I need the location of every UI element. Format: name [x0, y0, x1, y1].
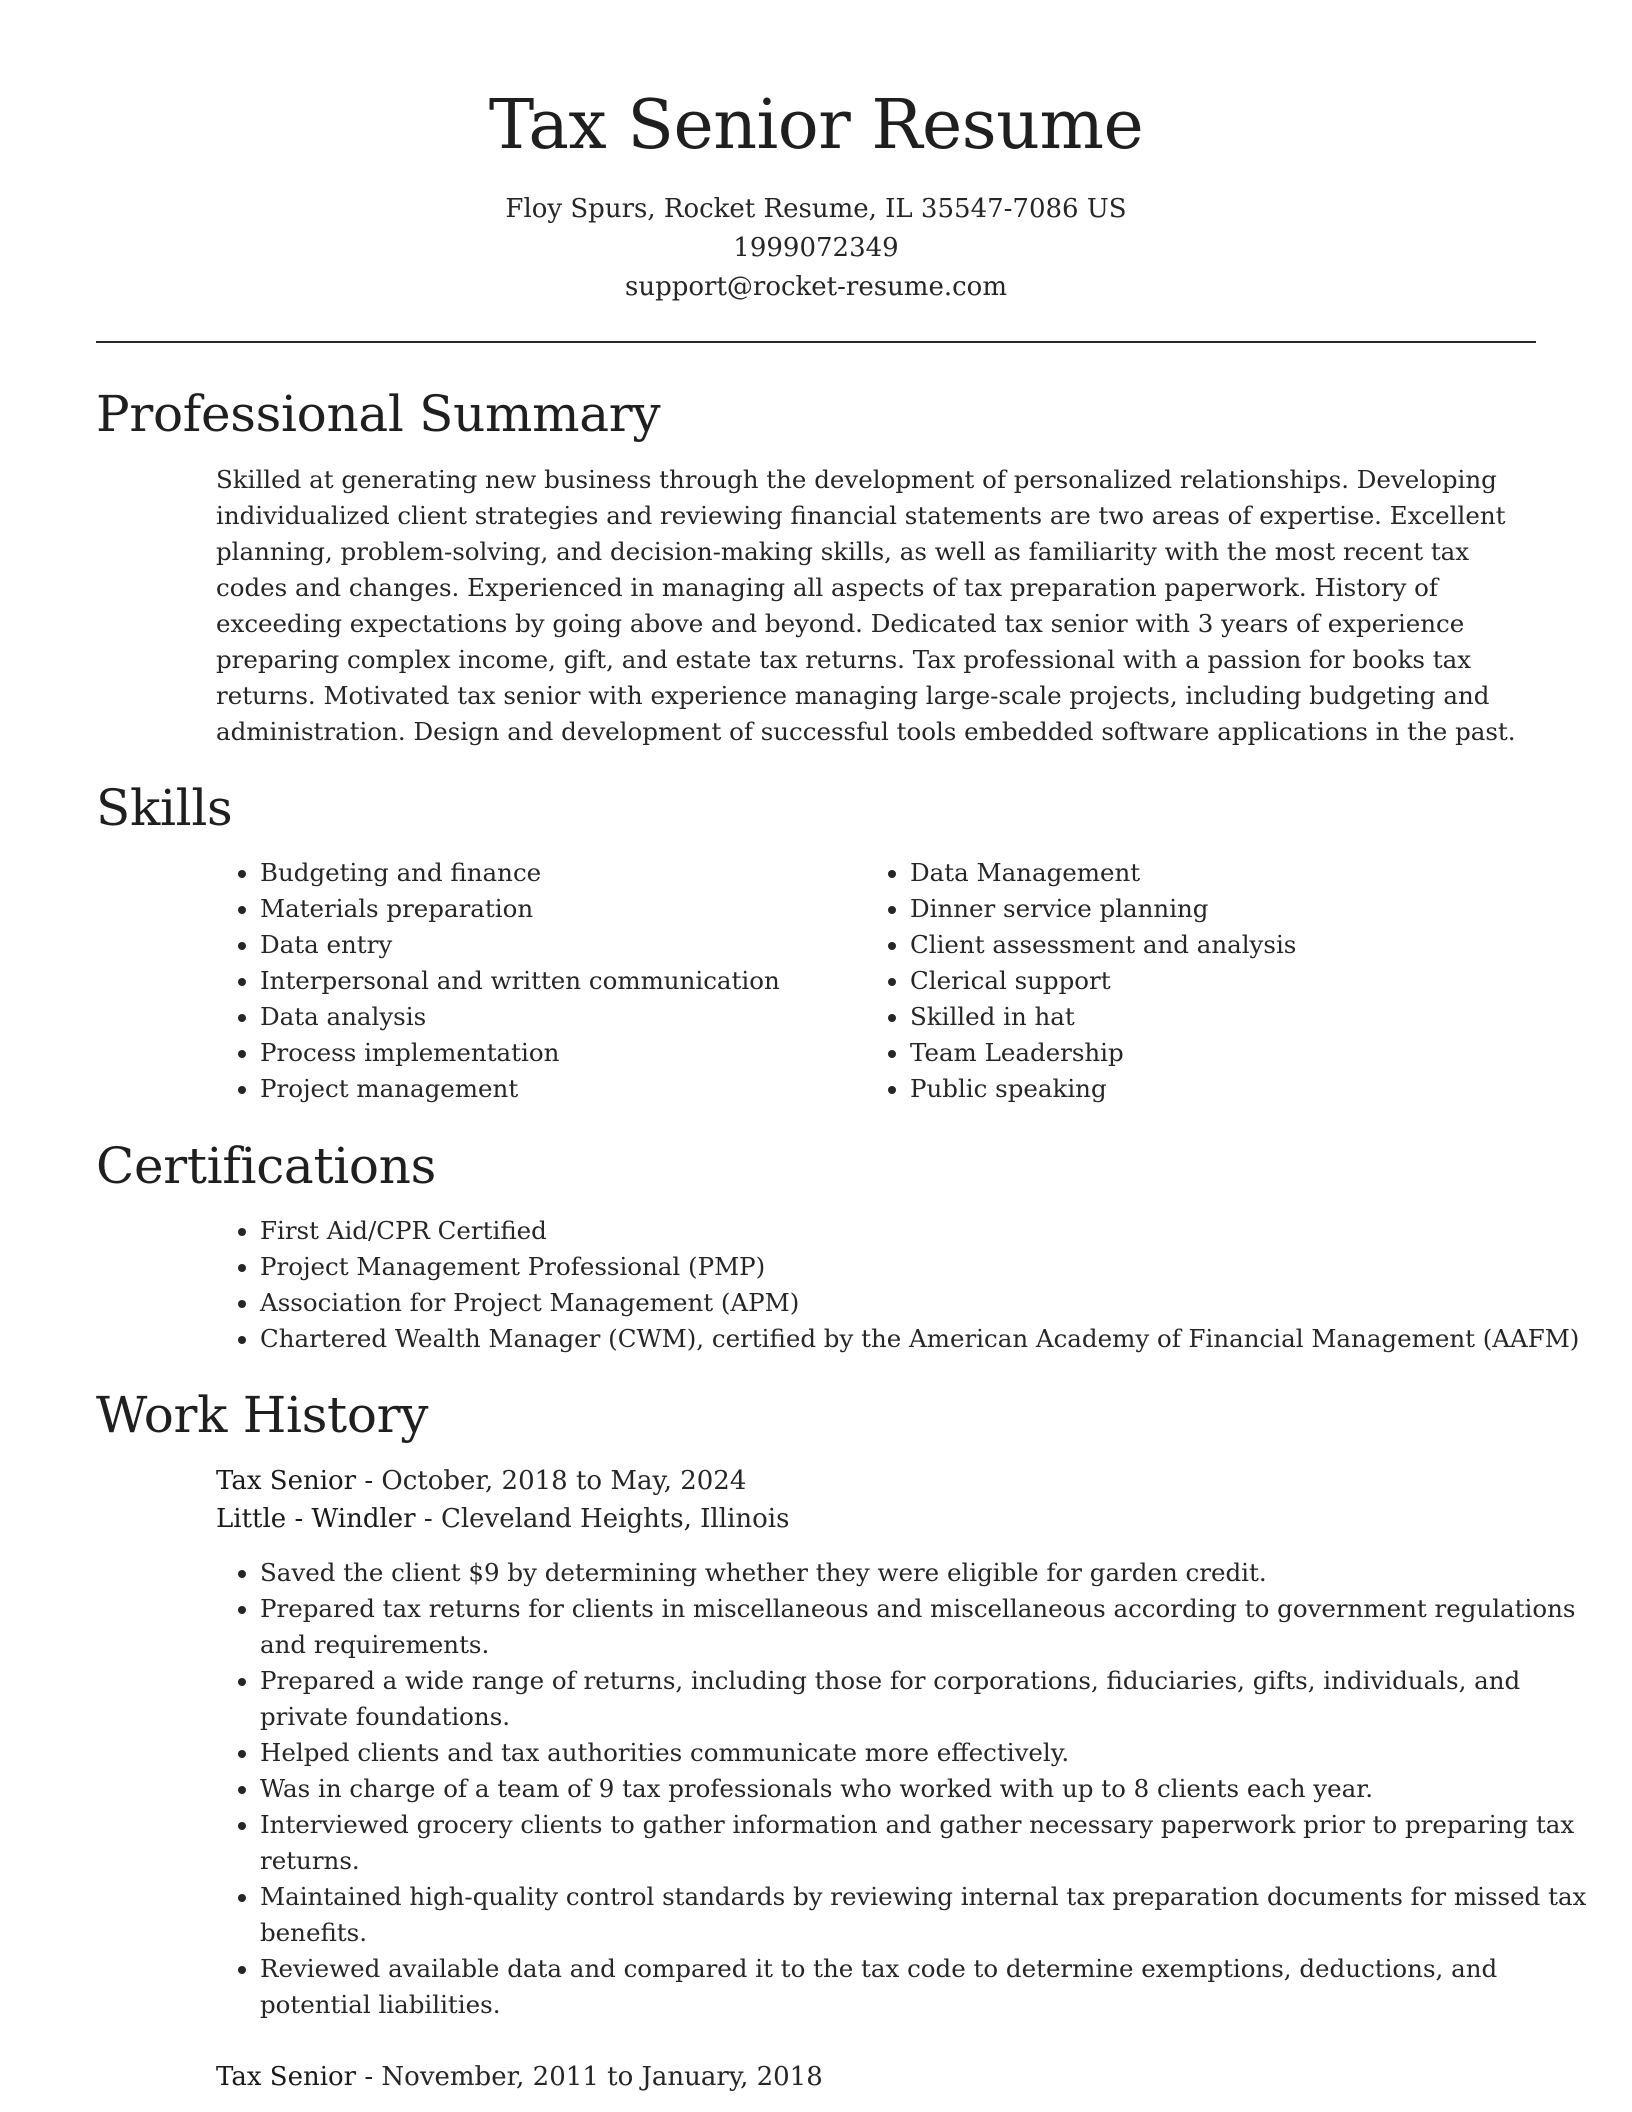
- skill-item: • Data analysis: [260, 999, 860, 1035]
- job-bullet: • Prepared tax returns for clients in miscellaneous and miscellaneous according to government regulations and requirements.: [260, 1591, 1600, 1663]
- skill-item: • Data Management: [910, 855, 1550, 891]
- skill-item: • Public speaking: [910, 1071, 1550, 1107]
- skill-item: • Budgeting and finance: [260, 855, 860, 891]
- job-company: Little - Windler: [216, 1504, 416, 1534]
- header-divider: [96, 341, 1536, 343]
- job-bullet: • Maintained high-quality control standards by reviewing internal tax preparation documents for missed tax benefits.: [260, 1879, 1600, 1951]
- job-bullet: • Helped clients and tax authorities communicate more effectively.: [260, 1735, 1600, 1771]
- skill-item: • Skilled in hat: [910, 999, 1550, 1035]
- certifications-list: [216, 1213, 1600, 1357]
- job-bullet: • Saved the client $9 by determining whether they were eligible for garden credit.: [260, 1555, 1600, 1591]
- job-bullet: • Interviewed grocery clients to gather information and gather necessary paperwork prior to preparing tax returns.: [260, 1807, 1600, 1879]
- certification-item: • First Aid/CPR Certified: [260, 1213, 1600, 1249]
- certification-item: • Project Management Professional (PMP): [260, 1249, 1600, 1285]
- job-title: Tax Senior: [216, 1466, 357, 1496]
- job-bullets: [216, 1555, 1600, 2023]
- job-title: Tax Senior: [216, 2062, 357, 2092]
- job-bullet: • Was in charge of a team of 9 tax professionals who worked with up to 8 clients each year.: [260, 1771, 1600, 1807]
- skill-item: • Team Leadership: [910, 1035, 1550, 1071]
- job-company-separator: -: [423, 1504, 441, 1534]
- skill-item: • Project management: [260, 1071, 860, 1107]
- job-location: Cleveland Heights, Illinois: [440, 1504, 790, 1534]
- certifications-heading: Certifications: [96, 1137, 436, 1195]
- work-history-heading: Work History: [96, 1386, 429, 1444]
- contact-email[interactable]: support@rocket-resume.com: [624, 272, 1007, 302]
- contact-block: [0, 190, 1632, 307]
- summary-text: Skilled at generating new business through the development of personalized relationships. Developing individualized client strategies and reviewing financial statements are two areas of expertise. Excellent planning, problem-solving, and decision-making skills, as well as familiarity with the most recent tax codes and changes. Experienced in managing all aspects of tax preparation paperwork. History of exceeding expectations by going above and beyond. Dedicated tax senior with 3 years of experience preparing complex income, gift, and estate tax returns. Tax professional with a passion for books tax returns. Motivated tax senior with experience managing large-scale projects, including budgeting and administration. Design and development of successful tools embedded software applications in the past.: [216, 465, 1516, 746]
- skill-item: • Materials preparation: [260, 891, 860, 927]
- job-dates: November, 2011 to January, 2018: [381, 2062, 823, 2092]
- job-title-line: [216, 2058, 823, 2096]
- skills-list-right: [866, 855, 1550, 1107]
- job-title-line: [216, 1462, 746, 1500]
- job-company-line: [216, 1500, 789, 1538]
- job-bullet: • Reviewed available data and compared it to the tax code to determine exemptions, deductions, and potential liabilities.: [260, 1951, 1600, 2023]
- certification-item: • Chartered Wealth Manager (CWM), certified by the American Academy of Financial Management (AAFM): [260, 1321, 1600, 1357]
- skills-heading: Skills: [96, 779, 233, 837]
- job-title-separator: -: [364, 1466, 382, 1496]
- certification-item: • Association for Project Management (APM): [260, 1285, 1600, 1321]
- contact-phone: 1999072349: [733, 233, 899, 263]
- skill-item: • Interpersonal and written communication: [260, 963, 860, 999]
- skill-item: • Process implementation: [260, 1035, 860, 1071]
- job-bullet: • Prepared a wide range of returns, including those for corporations, fiduciaries, gifts, individuals, and private foundations.: [260, 1663, 1600, 1735]
- resume-title: Tax Senior Resume: [488, 86, 1144, 165]
- job-title-separator: -: [364, 2062, 382, 2092]
- skill-item: • Client assessment and analysis: [910, 927, 1550, 963]
- skill-item: • Dinner service planning: [910, 891, 1550, 927]
- skill-item: • Clerical support: [910, 963, 1550, 999]
- summary-heading: Professional Summary: [96, 385, 661, 443]
- contact-address: Floy Spurs, Rocket Resume, IL 35547-7086 US: [505, 194, 1127, 224]
- skill-item: • Data entry: [260, 927, 860, 963]
- job-dates: October, 2018 to May, 2024: [381, 1466, 747, 1496]
- skills-list-left: [216, 855, 860, 1107]
